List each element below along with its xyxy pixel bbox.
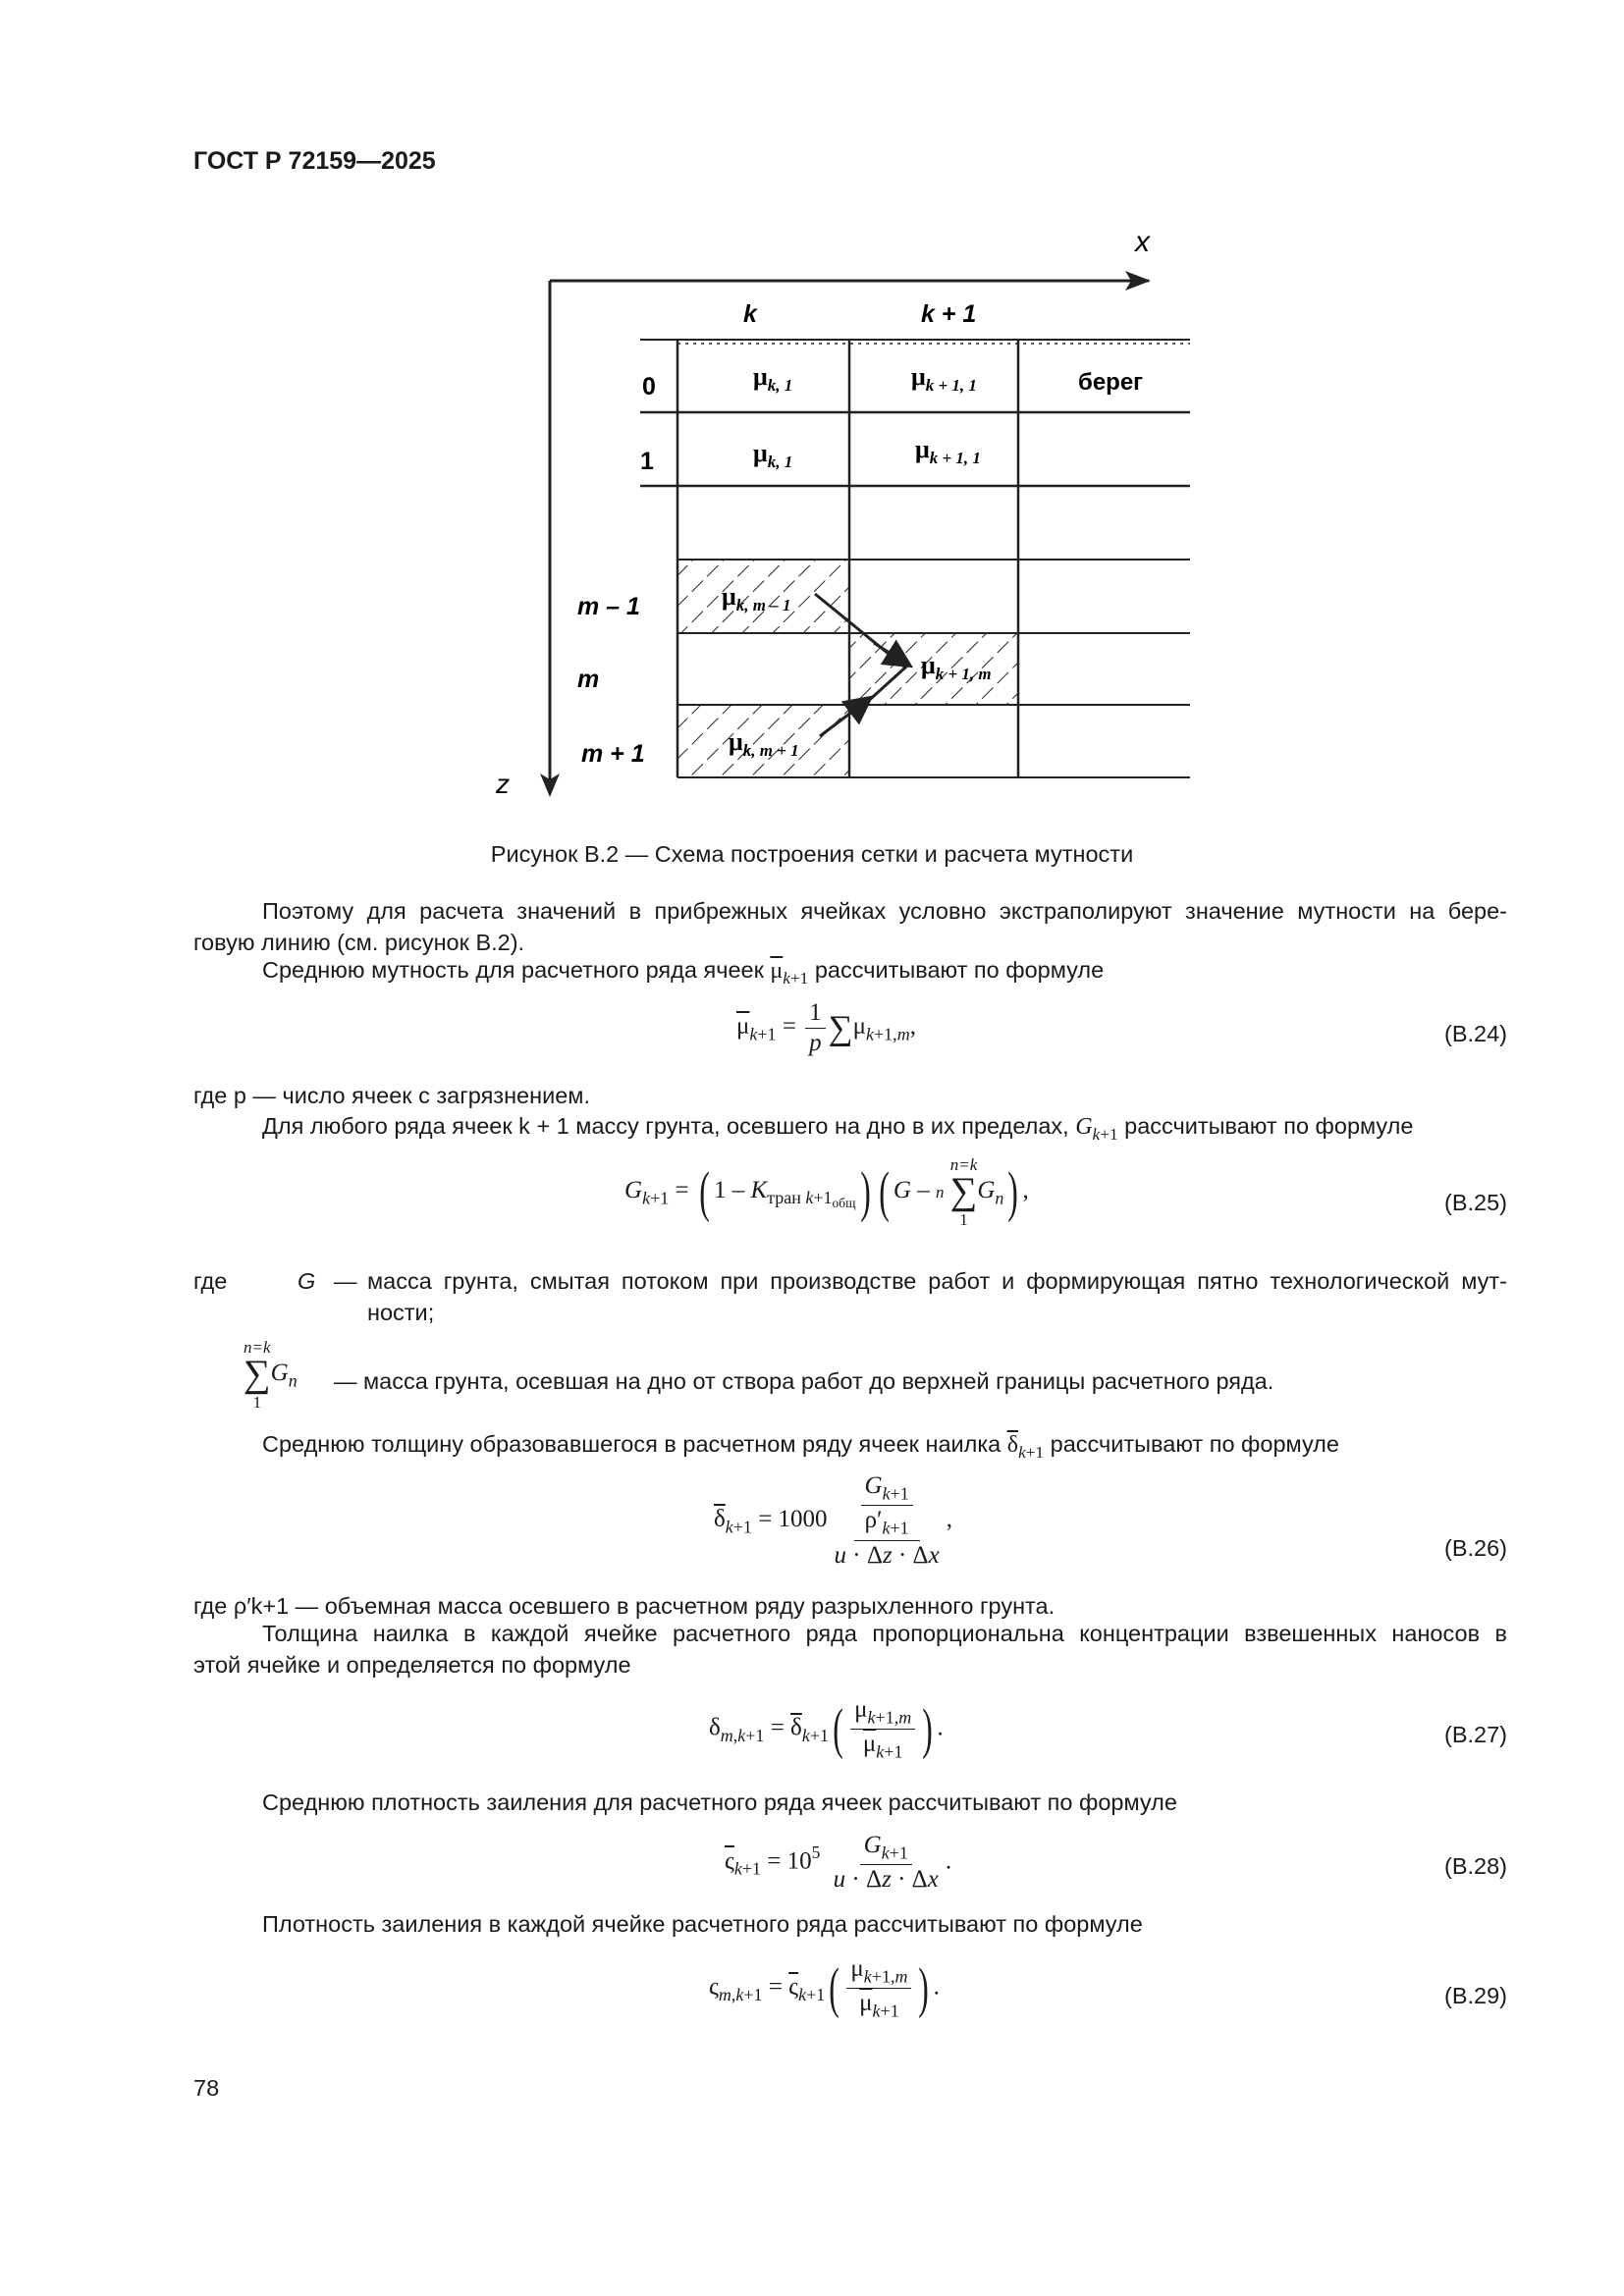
svg-text:μk + 1, 1: $\mu_{k + 1, 1}$ (915, 435, 981, 467)
paragraph-1-line-2: говую линию (см. рисунок В.2). (193, 930, 525, 955)
equation-number-b24: (В.24) (1444, 1021, 1507, 1046)
paragraph-6: где ρ′k+1 — объемная масса осевшего в расчетном ряду разрыхленного грунта. (193, 1593, 1056, 1619)
row-label-m-1: m – 1 (577, 593, 640, 620)
svg-text:μk + 1, m: $\mu_{k + 1, m}$ (921, 651, 992, 683)
svg-text:μk, m – 1: $\mu_{k, m - 1}$ (722, 582, 791, 614)
paragraph-7-line-1: Толщина наилка в каждой ячейке расчетного ряда пропорциональна концентрации взвешенных наносов в (262, 1621, 1507, 1646)
equation-b28: $\overline{\varsigma}_{k+1} = 10^5$ $\frac{G_{k+1}}{u \cdot \Delta z \cdot \Delta x}$ . (725, 1832, 952, 1894)
equation-number-b28: (В.28) (1444, 1853, 1507, 1879)
paragraph-2: Среднюю мутность для расчетного ряда ячеек $\overline{\mu}_{k+1}$ рассчитывают по формуле (262, 957, 1105, 988)
svg-text:μk, 1: $\mu_{k, 1}$ (753, 439, 793, 471)
grid-diagram (0, 0, 1624, 864)
col-label-k: k (743, 300, 757, 328)
bereg-label: берег (1078, 369, 1144, 396)
where-g-symbol: G (298, 1268, 316, 1294)
where-g-dash: — (334, 1268, 357, 1294)
paragraph-8: Среднюю плотность заиления для расчетного ряда ячеек рассчитывают по формуле (262, 1789, 1177, 1815)
equation-number-b25: (В.25) (1444, 1190, 1507, 1215)
paragraph-9: Плотность заиления в каждой ячейке расчетного ряда рассчитывают по формуле (262, 1911, 1143, 1937)
paragraph-7-line-2: этой ячейке и определяется по формуле (193, 1652, 631, 1678)
paragraph-4: Для любого ряда ячеек k + 1 массу грунта, осевшего на дно в их пределах, $G_{k+1}$ рассчитывают по формуле (262, 1113, 1414, 1145)
equation-number-b29: (В.29) (1444, 1983, 1507, 2008)
where-g-line-1: масса грунта, смытая потоком при производстве работ и формирующая пятно технологической мут- (367, 1268, 1507, 1294)
where-label: где (193, 1268, 228, 1294)
document-header: ГОСТ Р 72159—2025 (193, 147, 436, 175)
where-sum-symbol: n=k ∑ 1 $G_n$ (244, 1338, 298, 1412)
paragraph-1-line-1: Поэтому для расчета значений в прибрежных ячейках условно экстраполируют значение мутности на бере- (262, 898, 1507, 924)
equation-b29: $\varsigma_{m,k+1} = \overline{\varsigma}_{k+1}$( $\frac{\mu_{k+1,m}}{\overline{\mu}_{k+1}}$ ) . (709, 1955, 940, 2021)
figure-caption: Рисунок В.2 — Схема построения сетки и расчета мутности (490, 841, 1134, 867)
page-number: 78 (193, 2075, 220, 2101)
paragraph-5: Среднюю толщину образовавшегося в расчетном ряду ячеек наилка $\overline{\delta}_{k+1}$ рассчитывают по формуле (262, 1431, 1339, 1463)
equation-b27: $\delta_{m,k+1} = \overline{\delta}_{k+1}$( $\frac{\mu_{k+1,m}}{\overline{\mu}_{k+1}}$ ) . (709, 1696, 944, 1762)
svg-text:μk, m + 1: $\mu_{k, m + 1}$ (729, 727, 799, 760)
row-label-m+1: m + 1 (581, 740, 645, 768)
where-g-line-2: ности; (367, 1300, 435, 1325)
axis-x-label: x (1135, 226, 1150, 258)
paragraph-3: где p — число ячеек с загрязнением. (193, 1083, 590, 1108)
axis-z-label: z (496, 769, 510, 799)
equation-b25: $G_{k+1}$ = ( $1 - K_{тран k+1_{общ}}$) ( G – n n=k ∑ 1 $G_n$) , (624, 1155, 1029, 1229)
svg-text:μk, 1: $\mu_{k, 1}$ (753, 362, 793, 395)
equation-number-b26: (В.26) (1444, 1535, 1507, 1561)
row-label-1: 1 (640, 448, 654, 475)
equation-number-b27: (В.27) (1444, 1722, 1507, 1747)
row-label-0: 0 (642, 373, 656, 400)
equation-b24: $\overline{\mu}_{k+1}$ = $\frac{1}{p}$ $\sum\mu_{k+1,m}$, (736, 999, 916, 1056)
col-label-k1: k + 1 (921, 300, 977, 328)
row-label-m: m (577, 666, 600, 693)
svg-text:μk + 1, 1: $\mu_{k + 1, 1}$ (911, 362, 977, 395)
equation-b26: $\overline{\delta}_{k+1} = 1000$ $\frac{\frac{G_{k+1}}{\rho'_{k+1}}}{u \cdot \Delta z \cdot \Delta x}$ , (714, 1472, 952, 1569)
where-sum-text: — масса грунта, осевшая на дно от створа работ до верхней границы расчетного ряда. (334, 1368, 1274, 1394)
